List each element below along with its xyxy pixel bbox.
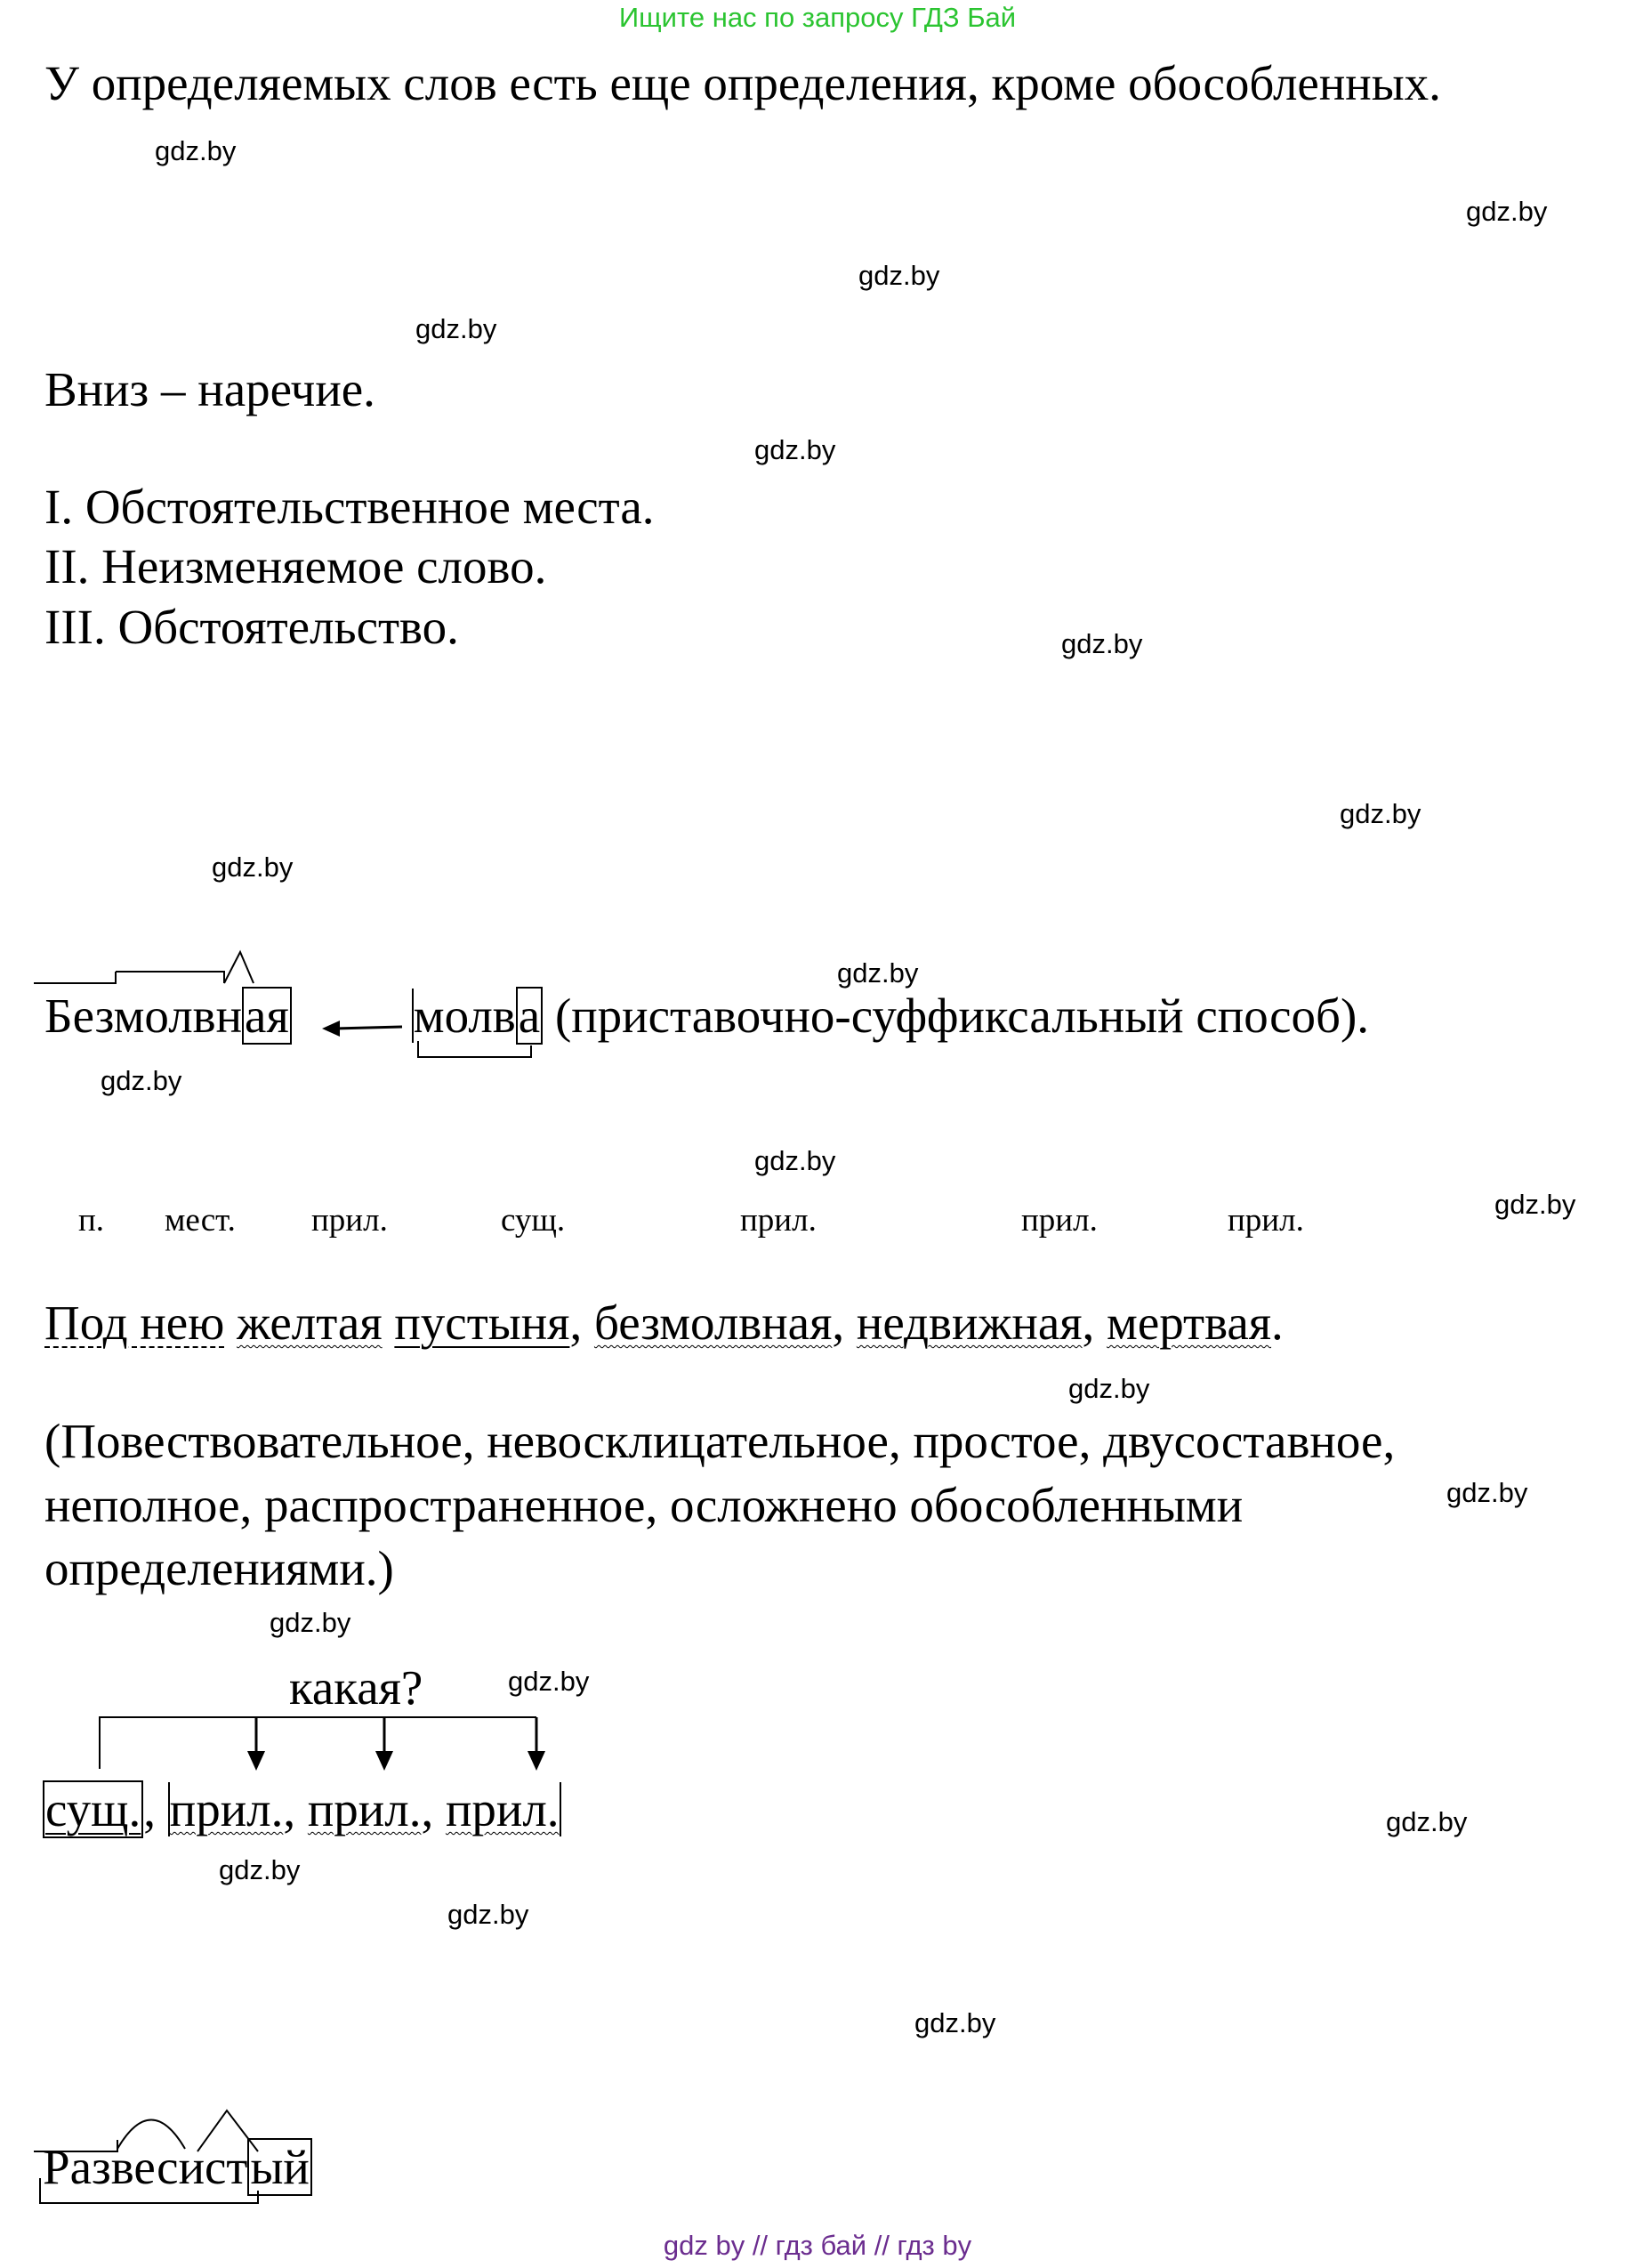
watermark: gdz.by <box>155 135 237 166</box>
line-analysis-2: II. Неизменяемое слово. <box>44 539 547 593</box>
period: . <box>1271 1295 1284 1350</box>
watermark: gdz.by <box>1446 1477 1528 1508</box>
last-word-ending: ый <box>247 2138 311 2196</box>
pos-label: прил. <box>1021 1202 1098 1239</box>
watermark: gdz.by <box>858 260 940 291</box>
scheme-noun: сущ. <box>43 1780 143 1838</box>
watermark: gdz.by <box>508 1666 590 1697</box>
scheme-adjective: прил. <box>169 1782 284 1836</box>
formation-method: (приставочно-суффиксальный способ). <box>543 989 1370 1043</box>
watermark: gdz.by <box>1494 1189 1576 1220</box>
watermark: gdz.by <box>1340 798 1422 829</box>
comma: , <box>421 1782 446 1836</box>
characteristics-line-2: неполное, распространенное, осложнено обособленными <box>44 1478 1244 1532</box>
line-definitions: У определяемых слов есть еще определения, кроме обособленных. <box>44 56 1441 110</box>
pos-label: п. <box>78 1202 105 1239</box>
watermark: gdz.by <box>754 1145 836 1176</box>
word-molva-stem: молв <box>413 989 516 1043</box>
comma: , <box>143 1782 168 1836</box>
sentence-attribute: мертвая <box>1107 1295 1272 1350</box>
watermark: gdz.by <box>754 434 836 465</box>
sentence-attribute: желтая <box>237 1295 383 1350</box>
pos-label: сущ. <box>501 1202 566 1239</box>
footer-links[interactable]: gdz by // гдз бай // гдз by <box>663 2230 972 2261</box>
word-bezmolvnaya-ending: ая <box>242 987 292 1045</box>
characteristics-line-3: определениями.) <box>44 1541 394 1595</box>
pos-label: мест. <box>165 1202 236 1239</box>
pos-label: прил. <box>1228 1202 1304 1239</box>
watermark: gdz.by <box>837 957 919 989</box>
comma: , <box>283 1782 308 1836</box>
pos-label: прил. <box>740 1202 817 1239</box>
sentence-subject: пустыня <box>394 1295 570 1350</box>
watermark: gdz.by <box>270 1607 351 1638</box>
watermark: gdz.by <box>1466 196 1548 227</box>
watermark: gdz.by <box>219 1854 301 1885</box>
watermark: gdz.by <box>1386 1806 1468 1837</box>
word-molva-ending: а <box>516 987 543 1045</box>
characteristics-line-1: (Повествовательное, невосклицательное, простое, двусоставное, <box>44 1414 1396 1468</box>
scheme-adjective: прил. <box>307 1782 422 1836</box>
last-word <box>43 2140 312 2194</box>
line-analysis-3: III. Обстоятельство. <box>44 600 459 654</box>
comma: , <box>832 1295 857 1350</box>
sentence-adverbial: Под нею <box>44 1295 225 1350</box>
line-adverb: Вниз – наречие. <box>44 362 375 416</box>
comma: , <box>1082 1295 1107 1350</box>
last-word-stem: Развесист <box>43 2140 248 2194</box>
line-analysis-1: I. Обстоятельственное места. <box>44 480 655 534</box>
watermark: gdz.by <box>415 313 497 344</box>
sentence-attribute: недвижная <box>856 1295 1083 1350</box>
watermark: gdz.by <box>914 2007 996 2038</box>
pos-label: прил. <box>311 1202 388 1239</box>
watermark: gdz.by <box>212 852 294 883</box>
word-bezmolvnaya-stem: Безмолвн <box>44 989 243 1043</box>
watermark: gdz.by <box>447 1899 529 1930</box>
scheme-question: какая? <box>289 1660 423 1715</box>
watermark: gdz.by <box>1068 1373 1150 1404</box>
watermark: gdz.by <box>101 1065 182 1096</box>
sentence-attribute: безмолвная <box>593 1295 833 1350</box>
watermark: gdz.by <box>1061 628 1143 659</box>
comma: , <box>569 1295 594 1350</box>
scheme-adjective: прил. <box>445 1782 560 1836</box>
header-banner[interactable]: Ищите нас по запросу ГДЗ Бай <box>618 2 1017 33</box>
